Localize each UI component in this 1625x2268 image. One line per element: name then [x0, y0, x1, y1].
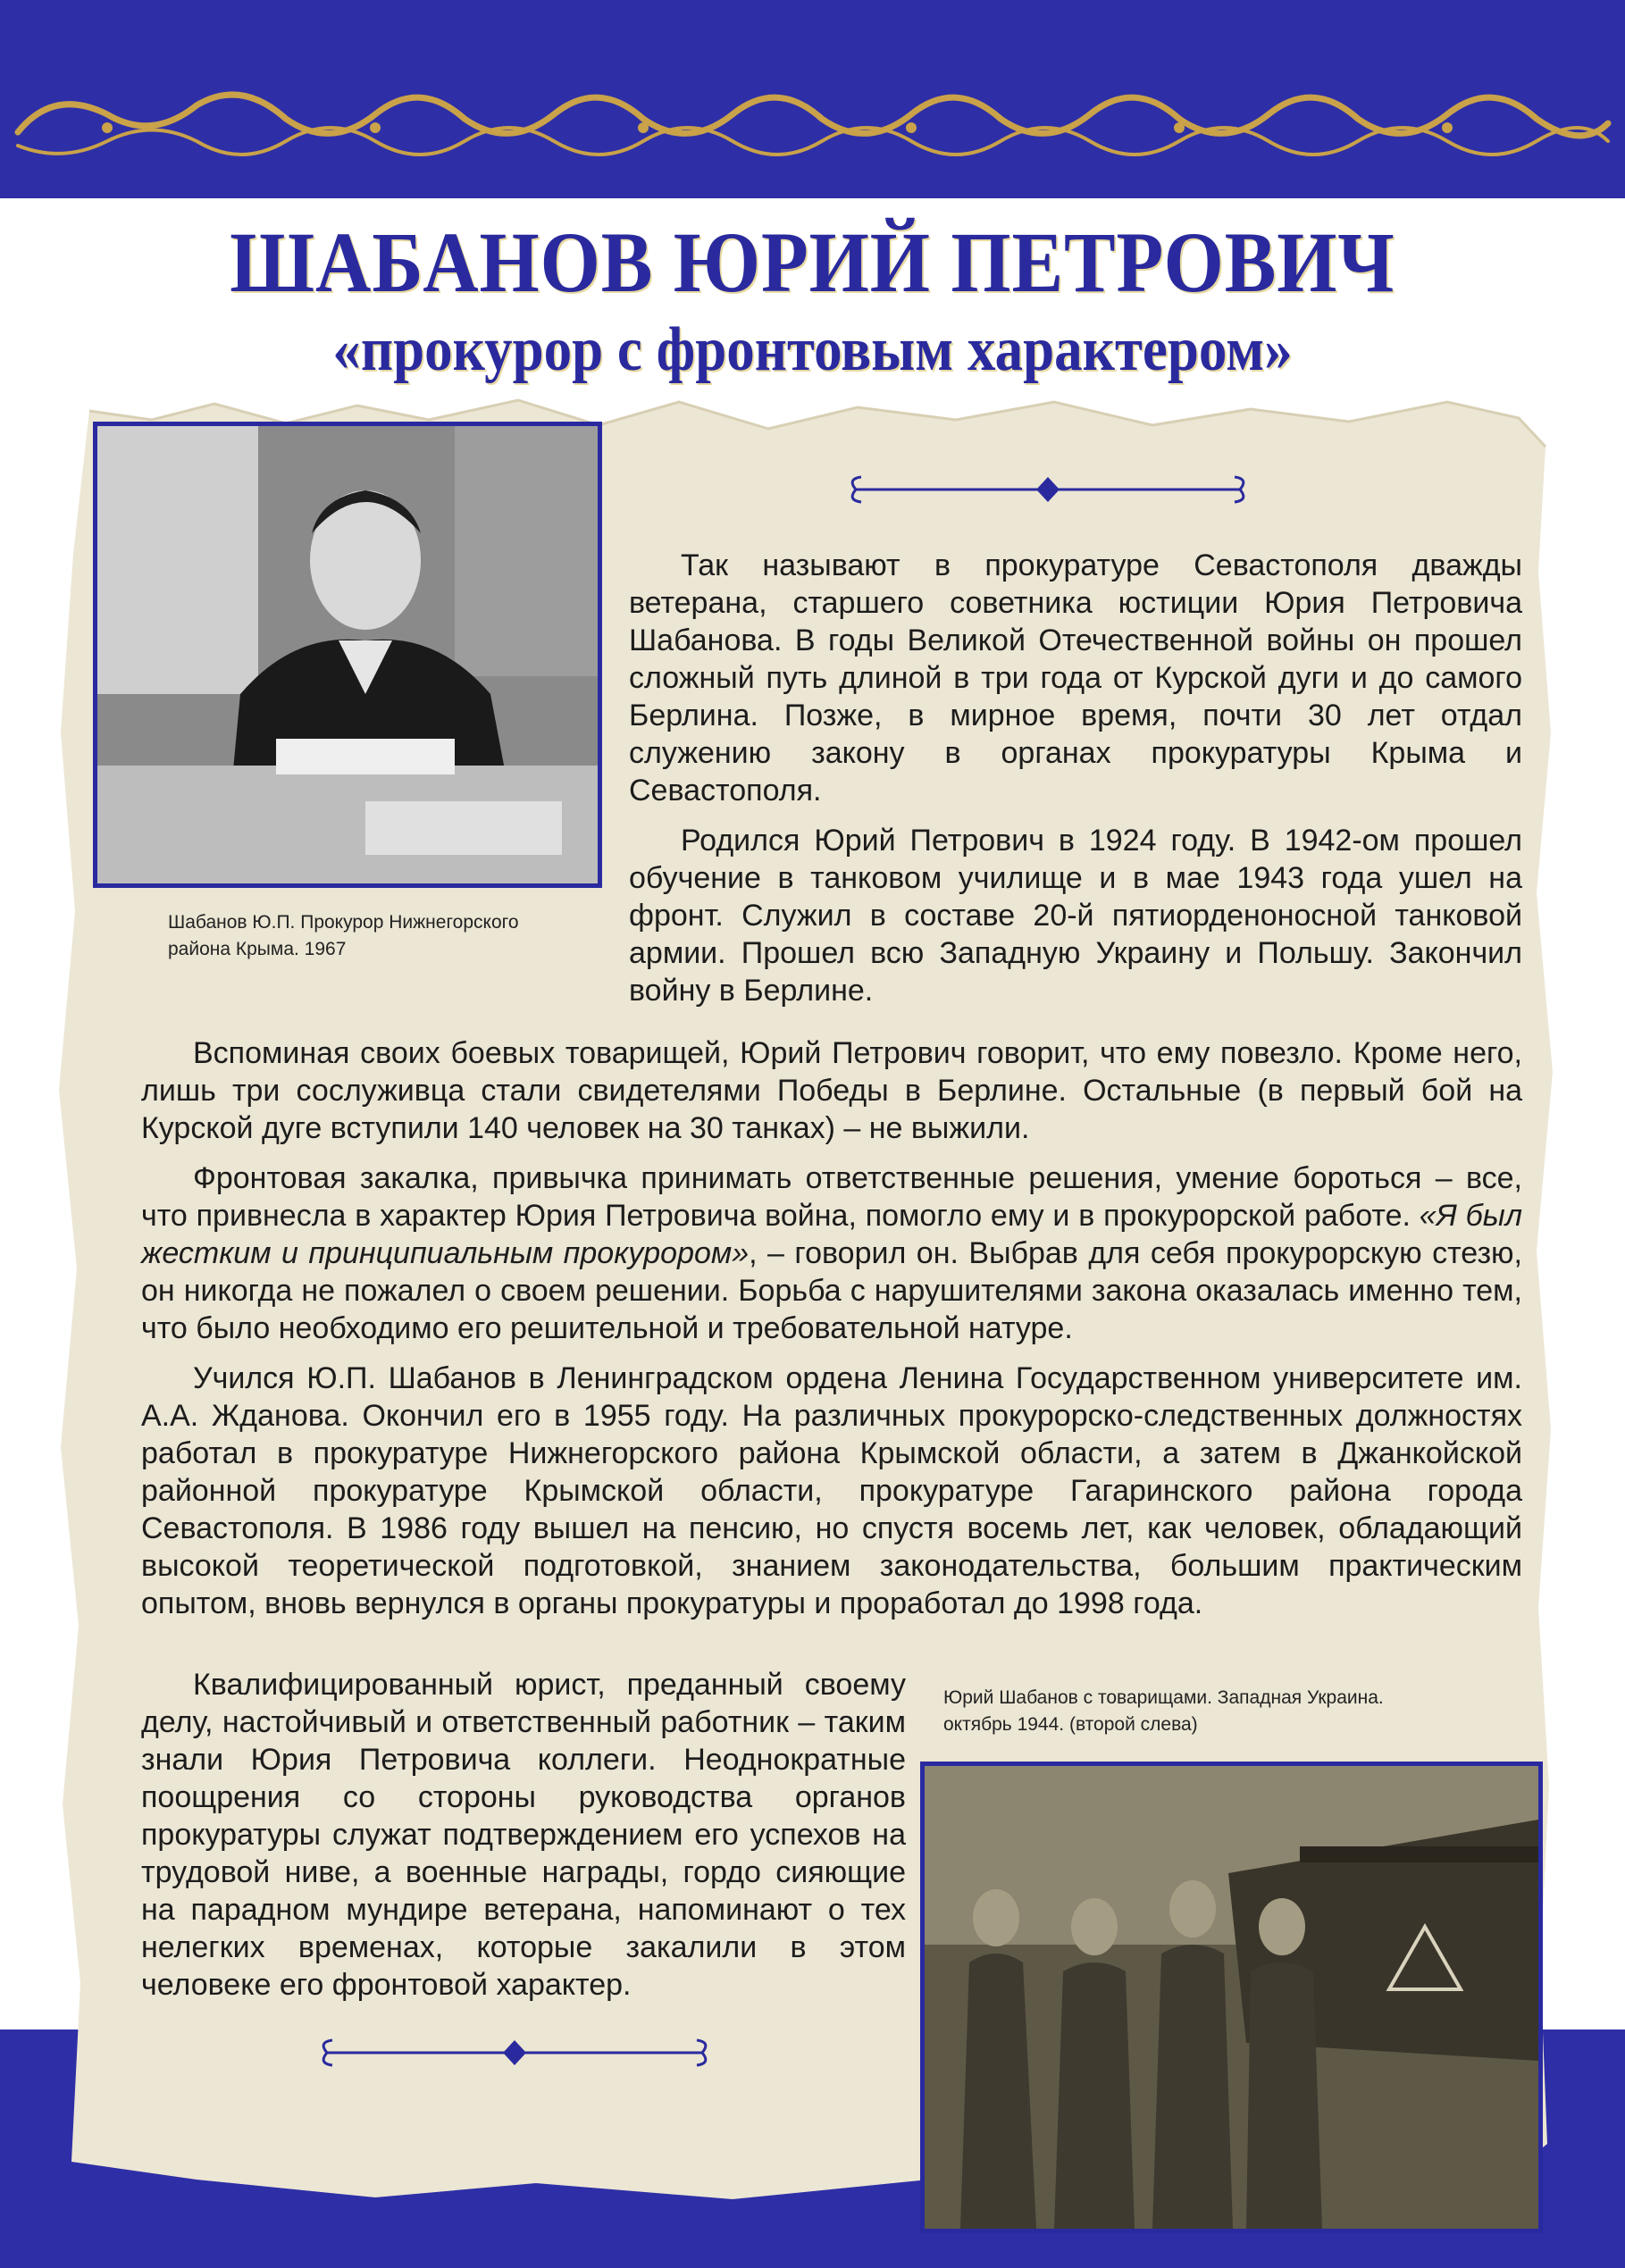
- paragraph-4-start: Фронтовая закалка, привычка принимать ответственные решения, умение бороться – все, что привнесла в характер Юрия Петровича война, помогло ему и в прокурорской работе.: [141, 1161, 1522, 1233]
- ornament-divider-bottom: [309, 2035, 720, 2071]
- gold-scroll-ornament: [0, 79, 1625, 177]
- page-title: ШАБАНОВ ЮРИЙ ПЕТРОВИЧ: [230, 214, 1395, 310]
- portrait-caption-line-2: района Крыма. 1967: [168, 939, 347, 959]
- portrait-caption-line-1: Шабанов Ю.П. Прокурор Нижнегорского: [168, 912, 519, 933]
- paragraph-1: Так называют в прокуратуре Севастополя дважды ветерана, старшего советника юстиции Юрия Петровича Шабанова. В годы Великой Отечественной войны он прошел сложный путь длиной в три года от Курской дуги и до самого Берлина. Позже, в мирное время, почти 30 лет отдал служению закону в органах прокуратуры Крыма и Севастополя.: [629, 548, 1522, 808]
- portrait-photo: [93, 422, 602, 888]
- portrait-illustration: [97, 426, 598, 883]
- page-subtitle: «прокурор с фронтовым характером»: [332, 315, 1293, 384]
- ornament-divider-top: [838, 472, 1258, 507]
- body-text-middle: [141, 1034, 1522, 1622]
- group-photo-illustration: [925, 1766, 1538, 2229]
- group-caption-line-2: октябрь 1944. (второй слева): [943, 1714, 1198, 1735]
- paragraph-6: Квалифицированный юрист, преданный своему делу, настойчивый и ответственный работник – таким знали Юрия Петровича коллеги. Неоднократные поощрения со стороны руководства органов прокуратуры служат подтверждением его успехов на трудовой ниве, а военные награды, гордо сияющие на парадном мундире ветерана, напоминают о тех нелегких временах, которые закалили в этом человеке его фронтовой характер.: [141, 1668, 906, 2002]
- group-photo: [920, 1762, 1543, 2233]
- paragraph-5: Учился Ю.П. Шабанов в Ленинградском ордена Ленина Государственном университете им. А.А. Жданова. Окончил его в 1955 году. На различных прокурорско-следственных должностях работал в прокуратуре Нижнегорского района Крымской области, а затем в Джанкойской районной прокуратуре Крымской области, прокуратуре Гагаринского района города Севастополя. В 1986 году вышел на пенсию, но спустя восемь лет, как человек, обладающий высокой теоретической подготовкой, знанием законодательства, большим практическим опытом, вновь вернулся в органы прокуратуры и проработал до 1998 года.: [141, 1361, 1522, 1620]
- group-photo-caption: [943, 1685, 1569, 1738]
- body-text-bottom-left: [141, 1666, 906, 2004]
- paragraph-4-end: , – говорил он. Выбрав для себя прокурорскую стезю, он никогда не пожалел о своем решении. Борьба с нарушителями закона оказалась именно тем, что было необходимо его решительной и требовательной натуре.: [141, 1236, 1522, 1345]
- paragraph-4-quote: «Я был жестким и принципиальным прокурором»: [141, 1199, 1522, 1270]
- group-caption-line-1: Юрий Шабанов с товарищами. Западная Украина.: [943, 1687, 1384, 1708]
- paragraph-4: [141, 1159, 1522, 1347]
- body-text-top-right: [629, 547, 1522, 1009]
- paragraph-3: Вспоминая своих боевых товарищей, Юрий Петрович говорит, что ему повезло. Кроме него, лишь три сослуживца стали свидетелями Победы в Берлине. Остальные (в первый бой на Курской дуге вступили 140 человек на 30 танках) – не выжили.: [141, 1036, 1522, 1145]
- paragraph-2: Родился Юрий Петрович в 1924 году. В 1942-ом прошел обучение в танковом училище и в мае 1943 года ушел на фронт. Служил в составе 20-й пятиорденоносной танковой армии. Прошел всю Западную Украину и Польшу. Закончил войну в Берлине.: [629, 824, 1522, 1008]
- portrait-caption: [168, 909, 632, 963]
